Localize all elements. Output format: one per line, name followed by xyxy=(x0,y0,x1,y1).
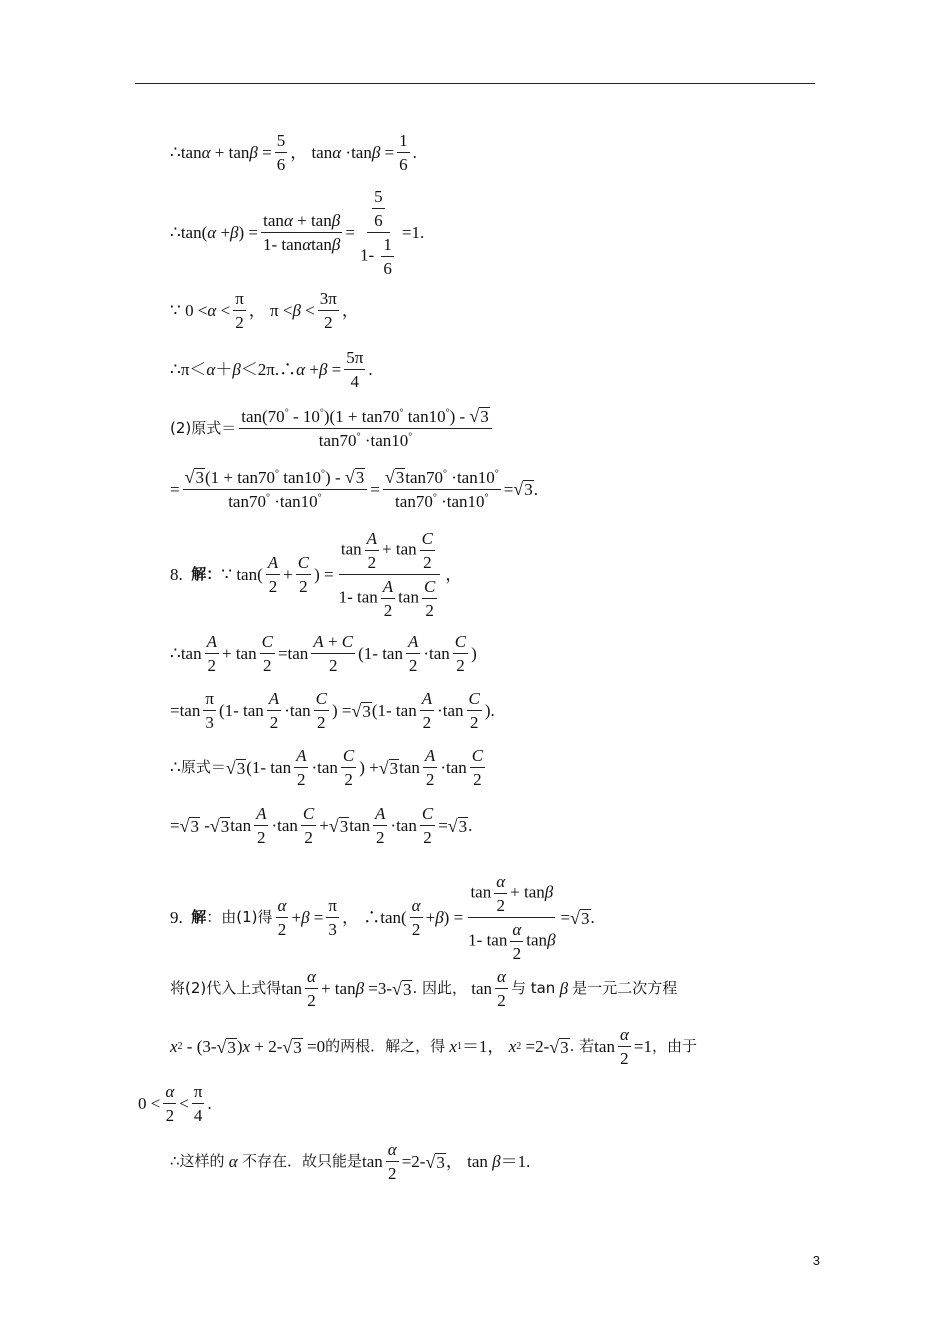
math-line-12: 9. 解 ： 由(1)得 $\frac{\alpha}{2}$ + β = $\frac{\pi}{3}$ ， ∴tan( $\frac{\alpha}{2}$ + β ) = tan $\frac{\alpha}{2}$ + tanβ 1- tan $\frac{\alpha}{2}$ tanβ = √ 3 . xyxy=(170,872,595,963)
page-number: 3 xyxy=(812,1253,820,1268)
math-line-11: = √ 3 - √ 3 tan $\frac{A}{2}$ ·tan $\frac{C}{2}$ + √ 3 tan $\frac{A}{2}$ ·tan $\frac{C}{2}$ = √ 3 . xyxy=(170,804,473,847)
math-line-1: ∴tan α + tan β = $\frac{5}{6}$ ， tan α ·tan β = $\frac{1}{6}$ . xyxy=(170,131,417,174)
math-line-16: ∴这样的 α 不存在．故只能是 tan $\frac{\alpha}{2}$ =2- √ 3 ， tan β ＝1. xyxy=(170,1140,531,1183)
since-label: ，由于 xyxy=(651,1037,697,1055)
roots-label: 的两根．解之，得 xyxy=(325,1037,446,1055)
math-line-2: ∴tan( α + β ) = $\frac{\tan\alpha + \tan\beta}{1- \tan\alpha\tan\beta}$ = $\frac{5}{6}$ 1- $\frac{1}{6}$ =1. xyxy=(170,187,425,278)
math-line-15: 0 < $\frac{\alpha}{2}$ < $\frac{\pi}{4}$ . xyxy=(138,1082,212,1125)
math-line-10: ∴ 原式＝ √ 3 (1- tan $\frac{A}{2}$ ·tan $\frac{C}{2}$ ) + √ 3 tan $\frac{A}{2}$ ·tan $\frac{C}{2}$ xyxy=(170,746,484,789)
math-line-3: ∵ 0 < α < $\frac{\pi}{2}$ ， π < β < $\frac{3\pi}{2}$ ， xyxy=(170,289,359,332)
therefore-label: . 因此， xyxy=(412,979,467,997)
solution-label: 解： xyxy=(191,565,222,583)
and-label: 与 tan xyxy=(510,979,556,997)
math-line-9: =tan $\frac{\pi}{3}$ (1- tan $\frac{A}{2}$ ·tan $\frac{C}{2}$ ) = √ 3 (1- tan $\frac{A}{2}$ ·tan $\frac{C}{2}$ ). xyxy=(170,689,495,732)
math-line-8: ∴tan $\frac{A}{2}$ + tan $\frac{C}{2}$ =tan $\frac{A + C}{2}$ (1- tan $\frac{A}{2}$ ·tan $\frac{C}{2}$ ) xyxy=(170,632,477,675)
header-rule xyxy=(135,83,815,84)
math-line-5: (2)原式＝ tan(70° - 10°)(1 + tan70° tan10°) - √ 3 tan70° ·tan10° xyxy=(170,407,495,449)
math-line-13: 将(2)代入上式得 tan $\frac{\alpha}{2}$ + tan β =3- √ 3 . 因此， tan $\frac{\alpha}{2}$ 与 tan β 是一元二次方程 xyxy=(170,967,678,1010)
math-line-6: = √ 3 (1 + tan70° tan10°) - √ 3 tan70° ·tan10° = √ 3 tan70° ·tan10° tan70° ·tan10° = √ 3 . xyxy=(170,467,538,511)
yuanshi-label: 原式＝ xyxy=(180,758,226,776)
problem-8-number: 8. xyxy=(170,565,183,584)
math-line-4: ∴π＜ α ＋ β ＜2π.∴ α + β = $\frac{5\pi}{4}$ . xyxy=(170,348,373,391)
problem-9-number: 9. xyxy=(170,908,183,927)
part2-label: (2)原式＝ xyxy=(170,418,237,437)
math-line-14: x 2 - (3- √ 3 ) x + 2- √ 3 =0 的两根．解之，得 x 1 ＝1， x 2 =2- √ 3 . 若 tan $\frac{\alpha}{2}$ =1 ，由于 xyxy=(170,1025,697,1068)
such-label: ∴这样的 xyxy=(170,1152,225,1170)
not-exist-label: 不存在．故只能是 xyxy=(241,1152,362,1170)
equation-label: 是一元二次方程 xyxy=(572,979,678,997)
if-label: . 若 xyxy=(569,1037,595,1055)
math-line-7: 8. 解： ∵ tan( $\frac{A}{2}$ + $\frac{C}{2}$ ) = tan $\frac{A}{2}$ + tan $\frac{C}{2}$ 1- tan $\frac{A}{2}$ tan $\frac{C}{2}$ ， xyxy=(170,529,463,620)
substitute-label: 将(2)代入上式得 xyxy=(170,979,282,997)
derived-label: 由(1)得 xyxy=(221,908,273,926)
